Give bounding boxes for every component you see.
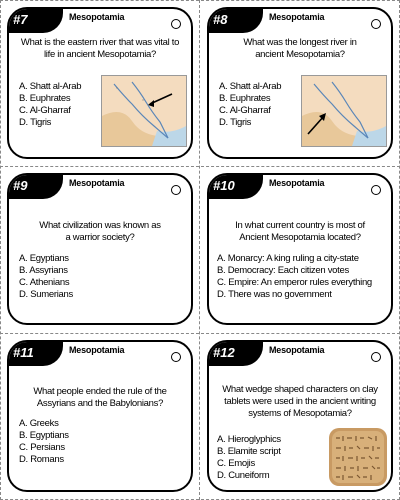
card-topic: Mesopotamia — [69, 345, 125, 355]
card-11 — [0, 333, 200, 500]
answer-d: D. Tigris — [19, 117, 52, 128]
map-icon — [101, 75, 187, 147]
task-card — [7, 173, 193, 325]
card-number: #11 — [7, 340, 63, 366]
punch-hole-icon — [371, 352, 381, 362]
answer-list — [19, 418, 69, 466]
punch-hole-icon — [171, 185, 181, 195]
map-icon — [301, 75, 387, 147]
question-text: In what current country is most of Ancient Mesopotamia located? — [235, 220, 365, 243]
answer-c: C. Athenians — [19, 277, 70, 288]
card-12 — [200, 333, 400, 500]
card-topic: Mesopotamia — [69, 178, 125, 188]
answer-a: A. Greeks — [19, 418, 59, 429]
cuneiform-tablet-icon — [327, 426, 389, 488]
question-text: What was the longest river in ancient Mesopotamia? — [243, 37, 357, 60]
answer-c: C. Al-Gharraf — [19, 105, 71, 116]
punch-hole-icon — [171, 352, 181, 362]
card-7 — [0, 0, 200, 166]
answer-a: A. Egyptians — [19, 253, 69, 264]
answer-d: D. Cuneiform — [217, 470, 270, 481]
answer-list — [19, 253, 73, 301]
task-card — [207, 7, 393, 159]
answer-list — [219, 81, 281, 129]
card-9 — [0, 166, 200, 333]
card-number: #12 — [207, 340, 263, 366]
card-topic: Mesopotamia — [269, 178, 325, 188]
answer-b: B. Assyrians — [19, 265, 68, 276]
answer-a: A. Hieroglyphics — [217, 434, 281, 445]
answer-a: A. Monarcy: A king ruling a city-state — [217, 253, 359, 264]
task-card — [7, 7, 193, 159]
answer-list — [217, 434, 281, 482]
question-text: What wedge shaped characters on clay tablets were used in the ancient writing systems of Mesopotamia? — [222, 384, 378, 419]
card-topic: Mesopotamia — [69, 12, 125, 22]
card-10 — [200, 166, 400, 333]
punch-hole-icon — [371, 185, 381, 195]
question-text: What is the eastern river that was vital to life in ancient Mesopotamia? — [20, 37, 180, 60]
question-text: What people ended the rule of the Assyrians and the Babylonians? — [33, 386, 167, 409]
answer-b: B. Euphrates — [19, 93, 71, 104]
answer-b: B. Egyptians — [19, 430, 69, 441]
answer-d: D. Tigris — [219, 117, 252, 128]
answer-a: A. Shatt al-Arab — [219, 81, 282, 92]
card-number: #10 — [207, 173, 263, 199]
answer-b: B. Euphrates — [219, 93, 271, 104]
task-card — [207, 173, 393, 325]
card-topic: Mesopotamia — [269, 12, 325, 22]
answer-c: C. Al-Gharraf — [219, 105, 271, 116]
answer-c: C. Empire: An emperor rules everything — [217, 277, 372, 288]
answer-d: D. Sumerians — [19, 289, 73, 300]
answer-c: C. Emojis — [217, 458, 255, 469]
card-topic: Mesopotamia — [269, 345, 325, 355]
task-card — [7, 340, 193, 492]
answer-c: C. Persians — [19, 442, 65, 453]
card-number: #7 — [7, 7, 63, 33]
question-text: What civilization was known as a warrior society? — [39, 220, 161, 243]
answer-a: A. Shatt al-Arab — [19, 81, 82, 92]
card-8 — [200, 0, 400, 166]
card-number: #9 — [7, 173, 63, 199]
card-number: #8 — [207, 7, 263, 33]
answer-d: D. There was no government — [217, 289, 332, 300]
answer-b: B. Democracy: Each citizen votes — [217, 265, 349, 276]
answer-b: B. Elamite script — [217, 446, 281, 457]
task-card — [207, 340, 393, 492]
punch-hole-icon — [171, 19, 181, 29]
punch-hole-icon — [371, 19, 381, 29]
answer-list — [19, 81, 81, 129]
answer-d: D. Romans — [19, 454, 64, 465]
answer-list — [217, 253, 372, 301]
